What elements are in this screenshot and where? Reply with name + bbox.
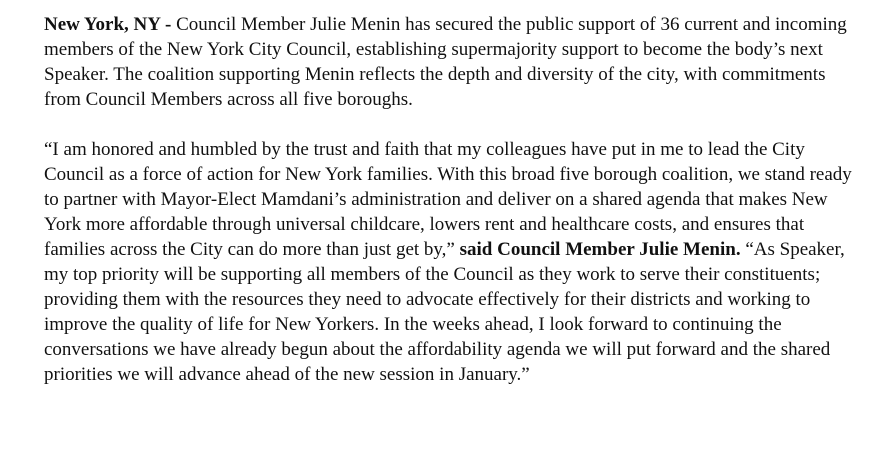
quote-part-1: “I am honored and humbled by the trust and faith that my colleagues have put in me to lead the City Council as a force of action for New York families. With this broad five borough coalition, we stand ready to partner with Mayor-Elect Mamdani’s administration and deliver on a shared agenda that makes New York more affordable through universal childcare, lowers rent and healthcare costs, and ensures that families across the City can do more than just get by,” [44,139,852,260]
quote-paragraph [44,137,854,387]
intro-text: Council Member Julie Menin has secured the public support of 36 current and incoming members of the New York City Council, establishing supermajority support to become the body’s next Speaker. The coalition supporting Menin reflects the depth and diversity of the city, with commitments from Council Members across all five boroughs. [44,14,847,110]
quote-attribution: said Council Member Julie Menin. [454,239,741,260]
intro-paragraph [44,12,854,112]
quote-part-2: “As Speaker, my top priority will be supporting all members of the Council as they work to serve their constituents; providing them with the resources they need to advocate effectively for their districts and working to improve the quality of life for New Yorkers. In the weeks ahead, I look forward to continuing the conversations we have already begun about the affordability agenda we will put forward and the shared priorities we will advance ahead of the new session in January.” [44,239,845,385]
dateline: New York, NY - [44,14,172,35]
